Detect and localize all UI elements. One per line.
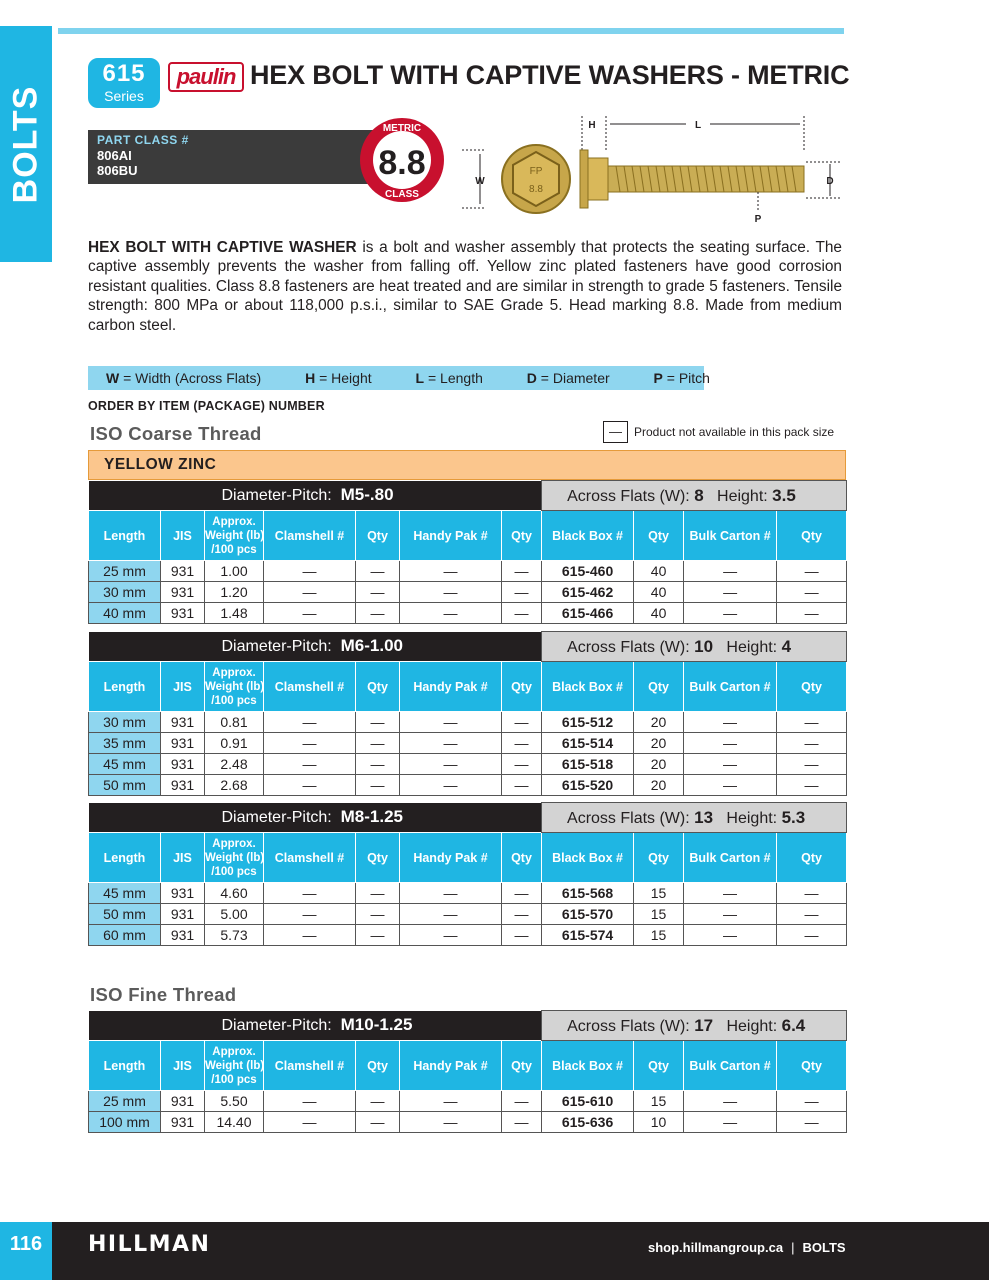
cell-weight: 14.40: [205, 1112, 264, 1133]
spec-table-m10: [88, 1010, 847, 1133]
dim-h-label: H: [588, 120, 596, 131]
metric-badge-top: METRIC: [382, 123, 422, 134]
column-header-weight: Approx. Weight (lb) /100 pcs: [205, 833, 264, 883]
size-band: [89, 803, 847, 833]
cell-clam: —: [264, 883, 356, 904]
cell-bq: 20: [634, 712, 684, 733]
column-header-bulk: Bulk Carton #: [684, 833, 777, 883]
cell-weight: 2.48: [205, 754, 264, 775]
cell-bq: 40: [634, 603, 684, 624]
cell-bq: 20: [634, 775, 684, 796]
table-row: [89, 603, 847, 624]
cell-clam: —: [264, 733, 356, 754]
cell-kq: —: [777, 883, 847, 904]
cell-weight: 1.20: [205, 582, 264, 603]
spec-table-m8: [88, 802, 847, 946]
cell-bq: 15: [634, 883, 684, 904]
cell-kq: —: [777, 561, 847, 582]
cell-hq: —: [502, 582, 542, 603]
column-header-handy: Handy Pak #: [400, 1041, 502, 1091]
legend-item: P = Pitch: [653, 370, 710, 386]
description-body: is a bolt and washer assembly that protects the seating surface. The captive assembly prevents the washer from falling off. Yellow zinc plated fasteners have good corrosion resistant qualities. Class 8.8 fasteners are heat treated and are similar in strength to grade 5 fasteners. Tensile strength: 800 MPa or about 118,000 p.s.i., similar to SAE Grade 5. Head marking 8.8. Made from medium carbon steel.: [88, 239, 842, 334]
cell-length: 40 mm: [89, 603, 161, 624]
cell-length: 35 mm: [89, 733, 161, 754]
cell-handy: —: [400, 883, 502, 904]
cell-kq: —: [777, 712, 847, 733]
diameter-pitch-value: M6-1.00: [340, 636, 404, 656]
column-header-qty: Qty: [777, 833, 847, 883]
diameter-pitch-cell: Diameter-Pitch: M6-1.00: [89, 632, 542, 662]
description-lead: HEX BOLT WITH CAPTIVE WASHER: [88, 239, 357, 256]
cell-handy: —: [400, 733, 502, 754]
column-header-qty: Qty: [634, 833, 684, 883]
cell-clam: —: [264, 1112, 356, 1133]
head-mark: FP: [529, 166, 543, 177]
cell-handy: —: [400, 925, 502, 946]
cell-jis: 931: [161, 925, 205, 946]
cell-bulk: —: [684, 582, 777, 603]
cell-cq: —: [356, 754, 400, 775]
finish-header: YELLOW ZINC: [88, 450, 846, 480]
table-row: [89, 754, 847, 775]
column-header-length: Length: [89, 833, 161, 883]
cell-kq: —: [777, 775, 847, 796]
cell-hq: —: [502, 1091, 542, 1112]
cell-bulk: —: [684, 712, 777, 733]
column-header-handy: Handy Pak #: [400, 511, 502, 561]
order-note: ORDER BY ITEM (PACKAGE) NUMBER: [88, 399, 325, 413]
cell-hq: —: [502, 883, 542, 904]
column-header-weight: Approx. Weight (lb) /100 pcs: [205, 1041, 264, 1091]
bolt-dimension-diagram: [458, 112, 848, 224]
cell-clam: —: [264, 1091, 356, 1112]
cell-black: 615-462: [542, 582, 634, 603]
column-header-clamshell: Clamshell #: [264, 1041, 356, 1091]
size-band: [89, 481, 847, 511]
cell-jis: 931: [161, 904, 205, 925]
metric-class-badge: [356, 117, 448, 203]
cell-clam: —: [264, 561, 356, 582]
cell-weight: 5.73: [205, 925, 264, 946]
cell-bq: 40: [634, 582, 684, 603]
cell-black: 615-514: [542, 733, 634, 754]
dim-l-label: L: [694, 120, 702, 131]
table-row: [89, 712, 847, 733]
cell-weight: 4.60: [205, 883, 264, 904]
cell-black: 615-568: [542, 883, 634, 904]
cell-cq: —: [356, 712, 400, 733]
cell-bulk: —: [684, 925, 777, 946]
metric-badge-grade: 8.8: [378, 144, 426, 182]
cell-weight: 5.50: [205, 1091, 264, 1112]
table-row: [89, 883, 847, 904]
metric-badge-bottom: CLASS: [385, 189, 419, 200]
dim-d-label: D: [826, 176, 834, 187]
cell-bq: 15: [634, 925, 684, 946]
diameter-pitch-value: M10-1.25: [340, 1015, 413, 1035]
height-value: 5.3: [781, 807, 806, 827]
cell-bulk: —: [684, 1091, 777, 1112]
height-value: 3.5: [772, 485, 796, 505]
diameter-pitch-value: M5-.80: [340, 485, 394, 505]
cell-bq: 15: [634, 1091, 684, 1112]
cell-bulk: —: [684, 904, 777, 925]
cell-hq: —: [502, 904, 542, 925]
column-header-black: Black Box #: [542, 1041, 634, 1091]
footer-links: [648, 1240, 846, 1255]
legend-item: W = Width (Across Flats): [106, 370, 262, 386]
legend-item: L = Length: [415, 370, 483, 386]
cell-clam: —: [264, 904, 356, 925]
across-flats-cell: Across Flats (W): 17 Height: 6.4: [542, 1011, 847, 1041]
column-header-length: Length: [89, 1041, 161, 1091]
cell-black: 615-636: [542, 1112, 634, 1133]
column-header-black: Black Box #: [542, 662, 634, 712]
cell-jis: 931: [161, 712, 205, 733]
cell-jis: 931: [161, 561, 205, 582]
cell-length: 45 mm: [89, 754, 161, 775]
series-badge: [88, 58, 160, 108]
top-rule: [58, 28, 844, 34]
cell-weight: 0.91: [205, 733, 264, 754]
cell-hq: —: [502, 925, 542, 946]
cell-black: 615-466: [542, 603, 634, 624]
across-flats-cell: Across Flats (W): 10 Height: 4: [542, 632, 847, 662]
column-header-jis: JIS: [161, 833, 205, 883]
cell-jis: 931: [161, 582, 205, 603]
fine-thread-title: ISO Fine Thread: [90, 984, 237, 1005]
table-row: [89, 775, 847, 796]
cell-black: 615-460: [542, 561, 634, 582]
cell-black: 615-610: [542, 1091, 634, 1112]
cell-kq: —: [777, 603, 847, 624]
page-title: HEX BOLT WITH CAPTIVE WASHERS - METRIC: [250, 60, 850, 90]
legend-item: H = Height: [305, 370, 372, 386]
column-header-qty: Qty: [356, 662, 400, 712]
column-header-qty: Qty: [777, 511, 847, 561]
height-value: 6.4: [781, 1015, 806, 1035]
table-row: [89, 904, 847, 925]
hex-head-end-view: [513, 152, 559, 206]
footer-url[interactable]: shop.hillmangroup.ca: [648, 1240, 784, 1255]
column-header-length: Length: [89, 662, 161, 712]
cell-kq: —: [777, 925, 847, 946]
cell-hq: —: [502, 775, 542, 796]
cell-clam: —: [264, 603, 356, 624]
column-header-black: Black Box #: [542, 511, 634, 561]
cell-length: 30 mm: [89, 712, 161, 733]
cell-weight: 2.68: [205, 775, 264, 796]
column-header-clamshell: Clamshell #: [264, 833, 356, 883]
page-number: 116: [0, 1222, 52, 1280]
column-header-qty: Qty: [502, 511, 542, 561]
part-class-value: 806AI: [97, 148, 132, 163]
side-section-tab: [0, 26, 52, 262]
part-class-bar: [88, 130, 378, 184]
table-row: [89, 733, 847, 754]
column-header-clamshell: Clamshell #: [264, 511, 356, 561]
cell-hq: —: [502, 561, 542, 582]
cell-jis: 931: [161, 733, 205, 754]
column-header-black: Black Box #: [542, 833, 634, 883]
cell-handy: —: [400, 561, 502, 582]
cell-jis: 931: [161, 754, 205, 775]
column-header-handy: Handy Pak #: [400, 833, 502, 883]
cell-bulk: —: [684, 733, 777, 754]
cell-jis: 931: [161, 603, 205, 624]
cell-bq: 15: [634, 904, 684, 925]
cell-cq: —: [356, 603, 400, 624]
footer-separator: |: [791, 1240, 795, 1255]
cell-bulk: —: [684, 603, 777, 624]
dim-p-label: P: [754, 214, 762, 224]
cell-clam: —: [264, 712, 356, 733]
cell-handy: —: [400, 1091, 502, 1112]
column-header-row: [89, 662, 847, 712]
cell-bq: 20: [634, 754, 684, 775]
cell-weight: 1.00: [205, 561, 264, 582]
column-header-row: [89, 511, 847, 561]
across-flats-value: 8: [694, 485, 704, 505]
cell-handy: —: [400, 582, 502, 603]
cell-kq: —: [777, 1112, 847, 1133]
cell-clam: —: [264, 582, 356, 603]
cell-handy: —: [400, 754, 502, 775]
column-header-qty: Qty: [634, 1041, 684, 1091]
column-header-qty: Qty: [356, 511, 400, 561]
cell-jis: 931: [161, 775, 205, 796]
across-flats-value: 13: [694, 807, 714, 827]
column-header-row: [89, 1041, 847, 1091]
cell-length: 25 mm: [89, 561, 161, 582]
table-row: [89, 582, 847, 603]
cell-black: 615-518: [542, 754, 634, 775]
across-flats-cell: Across Flats (W): 13 Height: 5.3: [542, 803, 847, 833]
spec-table-m6: [88, 631, 847, 796]
column-header-clamshell: Clamshell #: [264, 662, 356, 712]
table-row: [89, 1112, 847, 1133]
cell-bq: 10: [634, 1112, 684, 1133]
dimension-legend: [88, 366, 710, 390]
cell-cq: —: [356, 904, 400, 925]
cell-length: 50 mm: [89, 775, 161, 796]
column-header-bulk: Bulk Carton #: [684, 662, 777, 712]
cell-weight: 5.00: [205, 904, 264, 925]
cell-kq: —: [777, 733, 847, 754]
legend-item: D = Diameter: [526, 370, 610, 386]
cell-hq: —: [502, 603, 542, 624]
cell-weight: 1.48: [205, 603, 264, 624]
cell-handy: —: [400, 603, 502, 624]
cell-length: 60 mm: [89, 925, 161, 946]
cell-cq: —: [356, 561, 400, 582]
across-flats-cell: Across Flats (W): 8 Height: 3.5: [542, 481, 847, 511]
part-class-value: 806BU: [97, 163, 138, 178]
cell-handy: —: [400, 775, 502, 796]
column-header-bulk: Bulk Carton #: [684, 1041, 777, 1091]
brand-logo: paulin: [168, 62, 244, 92]
table-row: [89, 1091, 847, 1112]
cell-hq: —: [502, 754, 542, 775]
cell-kq: —: [777, 582, 847, 603]
column-header-qty: Qty: [502, 1041, 542, 1091]
column-header-qty: Qty: [777, 1041, 847, 1091]
column-header-jis: JIS: [161, 662, 205, 712]
cell-cq: —: [356, 925, 400, 946]
cell-black: 615-570: [542, 904, 634, 925]
cell-kq: —: [777, 1091, 847, 1112]
series-label: Series: [104, 88, 144, 104]
column-header-qty: Qty: [356, 833, 400, 883]
cell-black: 615-574: [542, 925, 634, 946]
coarse-thread-title: ISO Coarse Thread: [90, 423, 262, 444]
size-band: [89, 632, 847, 662]
cell-hq: —: [502, 1112, 542, 1133]
cell-kq: —: [777, 754, 847, 775]
column-header-jis: JIS: [161, 511, 205, 561]
cell-length: 100 mm: [89, 1112, 161, 1133]
column-header-qty: Qty: [356, 1041, 400, 1091]
cell-bulk: —: [684, 1112, 777, 1133]
column-header-bulk: Bulk Carton #: [684, 511, 777, 561]
cell-kq: —: [777, 904, 847, 925]
cell-cq: —: [356, 883, 400, 904]
column-header-jis: JIS: [161, 1041, 205, 1091]
head-grade-mark: 8.8: [529, 184, 543, 195]
cell-cq: —: [356, 1112, 400, 1133]
table-row: [89, 561, 847, 582]
cell-length: 25 mm: [89, 1091, 161, 1112]
series-number: 615: [102, 60, 146, 87]
cell-cq: —: [356, 775, 400, 796]
cell-hq: —: [502, 712, 542, 733]
cell-bq: 20: [634, 733, 684, 754]
column-header-weight: Approx. Weight (lb) /100 pcs: [205, 662, 264, 712]
column-header-qty: Qty: [502, 662, 542, 712]
cell-black: 615-512: [542, 712, 634, 733]
product-description: [88, 238, 842, 335]
cell-cq: —: [356, 1091, 400, 1112]
height-value: 4: [781, 636, 792, 656]
across-flats-value: 10: [694, 636, 714, 656]
diameter-pitch-cell: Diameter-Pitch: M5-.80: [89, 481, 542, 511]
part-class-heading: PART CLASS #: [97, 133, 189, 147]
cell-handy: —: [400, 904, 502, 925]
column-header-qty: Qty: [634, 511, 684, 561]
cell-black: 615-520: [542, 775, 634, 796]
cell-clam: —: [264, 925, 356, 946]
cell-cq: —: [356, 733, 400, 754]
column-header-handy: Handy Pak #: [400, 662, 502, 712]
cell-jis: 931: [161, 883, 205, 904]
hillman-logo: HILLMAN: [88, 1232, 211, 1257]
column-header-weight: Approx. Weight (lb) /100 pcs: [205, 511, 264, 561]
cell-length: 50 mm: [89, 904, 161, 925]
cell-length: 45 mm: [89, 883, 161, 904]
cell-handy: —: [400, 1112, 502, 1133]
cell-clam: —: [264, 775, 356, 796]
cell-bulk: —: [684, 883, 777, 904]
column-header-length: Length: [89, 511, 161, 561]
not-available-symbol: —: [603, 421, 628, 443]
cell-bulk: —: [684, 561, 777, 582]
column-header-qty: Qty: [777, 662, 847, 712]
column-header-row: [89, 833, 847, 883]
table-row: [89, 925, 847, 946]
cell-bulk: —: [684, 775, 777, 796]
footer-section: BOLTS: [802, 1240, 846, 1255]
diameter-pitch-cell: Diameter-Pitch: M10-1.25: [89, 1011, 542, 1041]
across-flats-value: 17: [694, 1015, 714, 1035]
cell-handy: —: [400, 712, 502, 733]
cell-hq: —: [502, 733, 542, 754]
cell-weight: 0.81: [205, 712, 264, 733]
cell-bq: 40: [634, 561, 684, 582]
cell-cq: —: [356, 582, 400, 603]
cell-bulk: —: [684, 754, 777, 775]
diameter-pitch-value: M8-1.25: [340, 807, 404, 827]
size-band: [89, 1011, 847, 1041]
cell-clam: —: [264, 754, 356, 775]
dim-w-label: W: [475, 176, 485, 187]
spec-table-m5: [88, 480, 847, 624]
column-header-qty: Qty: [502, 833, 542, 883]
cell-length: 30 mm: [89, 582, 161, 603]
cell-jis: 931: [161, 1091, 205, 1112]
cell-jis: 931: [161, 1112, 205, 1133]
diameter-pitch-cell: Diameter-Pitch: M8-1.25: [89, 803, 542, 833]
not-available-note: Product not available in this pack size: [634, 425, 835, 439]
column-header-qty: Qty: [634, 662, 684, 712]
side-tab-label: BOLTS: [6, 85, 45, 203]
